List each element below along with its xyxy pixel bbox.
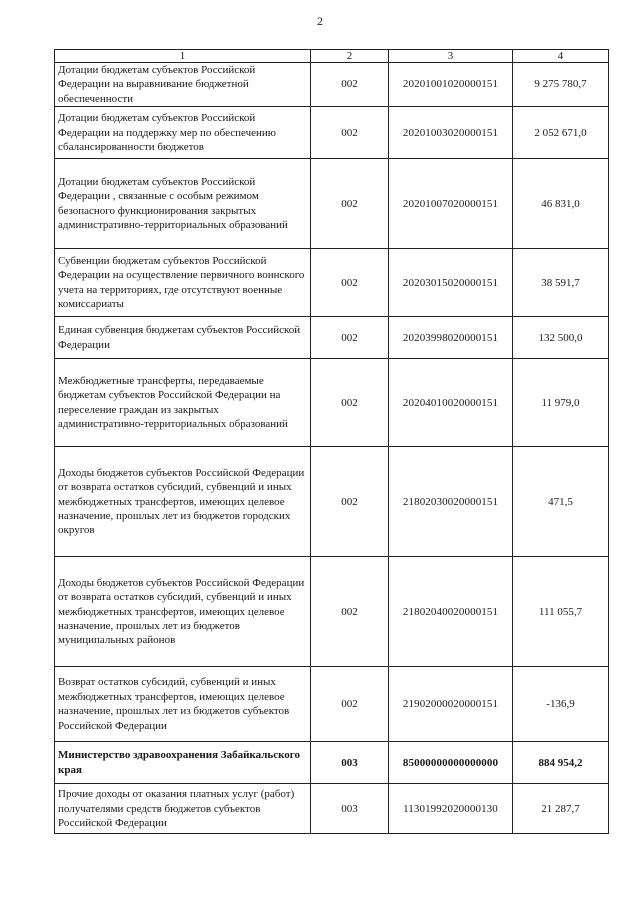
table-row [55,317,609,359]
row-amount: 132 500,0 [513,317,609,359]
row-amount: 9 275 780,7 [513,63,609,107]
row-budget-code: 20203015020000151 [389,249,513,317]
row-name: Доходы бюджетов субъектов Российской Федерации от возврата остатков субсидий, субвенций и иных межбюджетных трансфертов, имеющих целевое назначение, прошлых лет из бюджетов городских округов [55,447,311,557]
table-row [55,107,609,159]
table-row [55,667,609,742]
page-number: 2 [317,14,323,28]
row-admin-code: 002 [311,63,389,107]
row-budget-code: 21902000020000151 [389,667,513,742]
row-amount: 884 954,2 [513,742,609,784]
row-admin-code: 002 [311,249,389,317]
row-amount: 111 055,7 [513,557,609,667]
row-name: Единая субвенция бюджетам субъектов Российской Федерации [55,317,311,359]
row-amount: 21 287,7 [513,784,609,834]
row-name: Дотации бюджетам субъектов Российской Федерации на выравнивание бюджетной обеспеченности [55,63,311,107]
row-admin-code: 002 [311,447,389,557]
row-name: Дотации бюджетам субъектов Российской Федерации , связанные с особым режимом безопасного функционирования закрытых административно-территориальных образований [55,159,311,249]
row-admin-code: 002 [311,359,389,447]
row-amount: 11 979,0 [513,359,609,447]
table-header-row [55,50,609,63]
row-admin-code: 002 [311,107,389,159]
header-col-2: 2 [311,50,389,63]
header-col-1: 1 [55,50,311,63]
row-name: Межбюджетные трансферты, передаваемые бюджетам субъектов Российской Федерации на переселение граждан из закрытых административно-территориальных образований [55,359,311,447]
table-row [55,784,609,834]
table-row [55,249,609,317]
row-budget-code: 20201001020000151 [389,63,513,107]
row-amount: 471,5 [513,447,609,557]
table-row [55,447,609,557]
row-name: Министерство здравоохранения Забайкальского края [55,742,311,784]
row-budget-code: 20203998020000151 [389,317,513,359]
row-name: Прочие доходы от оказания платных услуг (работ) получателями средств бюджетов субъектов Российской Федерации [55,784,311,834]
table-row-section-header [55,742,609,784]
row-name: Возврат остатков субсидий, субвенций и иных межбюджетных трансфертов, имеющих целевое назначение, прошлых лет из бюджетов субъектов Российской Федерации [55,667,311,742]
row-name: Дотации бюджетам субъектов Российской Федерации на поддержку мер по обеспечению сбалансированности бюджетов [55,107,311,159]
row-admin-code: 002 [311,667,389,742]
table-row [55,557,609,667]
row-amount: 38 591,7 [513,249,609,317]
row-budget-code: 20204010020000151 [389,359,513,447]
budget-revenue-table [54,49,609,834]
table-row [55,159,609,249]
row-name: Субвенции бюджетам субъектов Российской Федерации на осуществление первичного воинского учета на территориях, где отсутствуют военные комиссариаты [55,249,311,317]
row-admin-code: 003 [311,742,389,784]
table-row [55,359,609,447]
row-budget-code: 85000000000000000 [389,742,513,784]
row-admin-code: 002 [311,317,389,359]
row-amount: -136,9 [513,667,609,742]
row-admin-code: 003 [311,784,389,834]
header-col-4: 4 [513,50,609,63]
row-amount: 46 831,0 [513,159,609,249]
header-col-3: 3 [389,50,513,63]
row-budget-code: 20201003020000151 [389,107,513,159]
row-budget-code: 21802040020000151 [389,557,513,667]
row-admin-code: 002 [311,557,389,667]
row-budget-code: 11301992020000130 [389,784,513,834]
row-budget-code: 20201007020000151 [389,159,513,249]
row-admin-code: 002 [311,159,389,249]
row-amount: 2 052 671,0 [513,107,609,159]
row-name: Доходы бюджетов субъектов Российской Федерации от возврата остатков субсидий, субвенций и иных межбюджетных трансфертов, имеющих целевое назначение, прошлых лет из бюджетов муниципальных районов [55,557,311,667]
table-row [55,63,609,107]
row-budget-code: 21802030020000151 [389,447,513,557]
